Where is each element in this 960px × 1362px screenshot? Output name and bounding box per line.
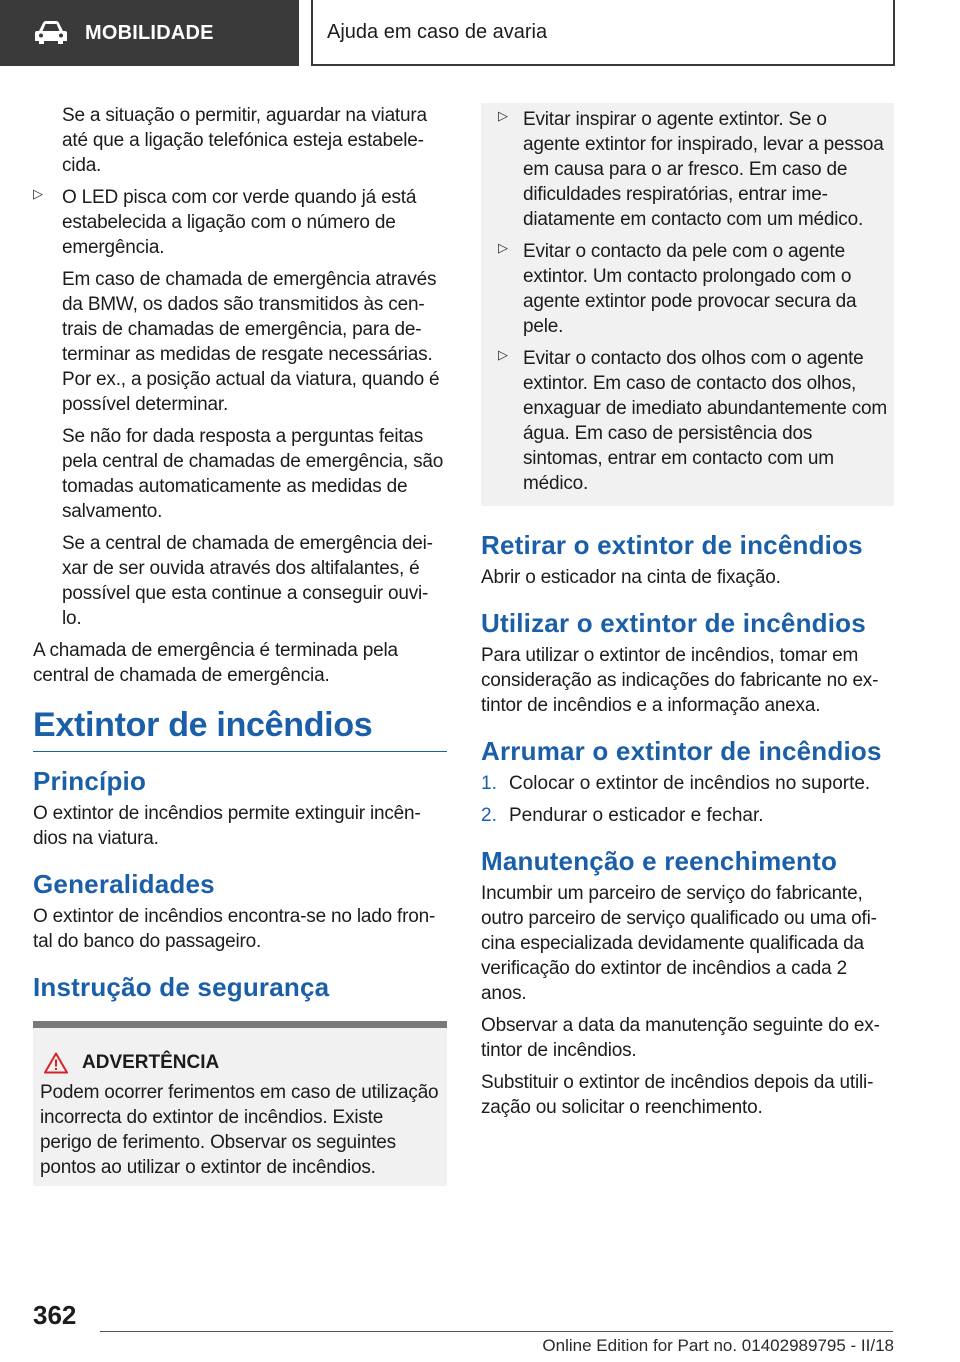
step-number: 1. xyxy=(481,773,497,794)
heading-utilizar: Utilizar o extintor de incêndios xyxy=(481,608,866,638)
bullet-item xyxy=(481,346,888,496)
heading-arrumar: Arrumar o extintor de incêndios xyxy=(481,736,882,766)
paragraph: Se a central de chamada de emergência deixar de ser ouvida através dos altifalantes, é possível que esta continue a conseguir ouvi-lo. xyxy=(62,533,433,629)
bullet-text: Evitar o contacto da pele com o agente extintor. Um contacto prolongado com o agente extintor pode provocar secura da pele. xyxy=(523,241,857,337)
bullet-item xyxy=(481,107,888,232)
warning-continuation-box xyxy=(481,103,894,506)
step-text: Colocar o extintor de incêndios no suporte. xyxy=(509,773,871,794)
paragraph: Incumbir um parceiro de serviço do fabricante, outro parceiro de serviço qualificado ou uma oficina especializada devidamente qualificada da verificação do extintor de incêndios a cada 2 anos. xyxy=(481,883,877,1004)
heading-retirar: Retirar o extintor de incêndios xyxy=(481,530,863,560)
bullet-triangle-icon: ▷ xyxy=(33,186,43,201)
warning-triangle-icon xyxy=(44,1052,68,1074)
paragraph: O extintor de incêndios encontra-se no lado frontal do banco do passageiro. xyxy=(33,906,436,952)
footer-divider xyxy=(100,1331,893,1332)
car-icon xyxy=(34,20,68,46)
header-chapter-box xyxy=(311,0,895,66)
paragraph: Se não for dada resposta a perguntas feitas pela central de chamadas de emergência, são tomadas automaticamente as medidas de salvamento. xyxy=(62,426,444,522)
header-section-tab xyxy=(0,0,299,66)
step-number: 2. xyxy=(481,805,497,826)
edition-text: Online Edition for Part no. 01402989795 - II/18 xyxy=(542,1336,894,1355)
bullet-triangle-icon: ▷ xyxy=(498,108,508,123)
section-title: MOBILIDADE xyxy=(85,21,214,44)
paragraph: Se a situação o permitir, aguardar na viatura até que a ligação telefónica esteja estabelecida. xyxy=(62,105,427,176)
chapter-title: Ajuda em caso de avaria xyxy=(327,20,548,43)
bullet-triangle-icon: ▷ xyxy=(498,240,508,255)
paragraph: Para utilizar o extintor de incêndios, tomar em consideração as indicações do fabricante no extintor de incêndios e a informação anexa. xyxy=(481,645,879,716)
heading-generalidades: Generalidades xyxy=(33,869,215,899)
paragraph: A chamada de emergência é terminada pela central de chamada de emergência. xyxy=(33,640,398,686)
right-column xyxy=(481,103,894,1127)
bullet-text: Evitar o contacto dos olhos com o agente extintor. Em caso de contacto dos olhos, enxaguar de imediato abundantemente com água. Em caso de persistência dos sintomas, entrar em contacto com um médico. xyxy=(523,348,888,494)
paragraph: Observar a data da manutenção seguinte do extintor de incêndios. xyxy=(481,1015,880,1061)
bullet-item xyxy=(481,239,888,339)
heading-seguranca: Instrução de segurança xyxy=(33,972,330,1002)
bullet-triangle-icon: ▷ xyxy=(498,347,508,362)
paragraph: Substituir o extintor de incêndios depois da utilização ou solicitar o reenchimento. xyxy=(481,1072,874,1118)
warning-text: Podem ocorrer ferimentos em caso de utilização incorrecta do extintor de incêndios. Existe perigo de ferimento. Observar os seguintes pontos ao utilizar o extintor de incêndios. xyxy=(40,1082,439,1178)
bullet-item xyxy=(33,185,447,260)
chapter-heading: Extintor de incêndios xyxy=(33,706,447,752)
warning-box xyxy=(33,1021,447,1186)
step-text: Pendurar o esticador e fechar. xyxy=(509,805,764,826)
list-item xyxy=(481,771,894,796)
paragraph: Abrir o esticador na cinta de fixação. xyxy=(481,567,781,588)
warning-title xyxy=(44,1052,439,1074)
bullet-text: Evitar inspirar o agente extintor. Se o agente extintor for inspirado, levar a pessoa em causa para o ar fresco. Em caso de dificuldades respiratórias, entrar imediatamente em contacto com um médico. xyxy=(523,109,884,230)
paragraph: O extintor de incêndios permite extinguir incêndios na viatura. xyxy=(33,803,421,849)
steps-list xyxy=(481,771,894,828)
heading-manutencao: Manutenção e reenchimento xyxy=(481,846,838,876)
page-number: 362 xyxy=(33,1300,77,1330)
list-item xyxy=(481,803,894,828)
bullet-text: O LED pisca com cor verde quando já está estabelecida a ligação com o número de emergência. xyxy=(62,187,417,258)
warning-label: ADVERTÊNCIA xyxy=(82,1052,220,1073)
heading-principio: Princípio xyxy=(33,766,147,796)
paragraph: Em caso de chamada de emergência através da BMW, os dados são transmitidos às centrais de chamadas de emergência, para determinar as medidas de resgate necessárias. Por ex., a posição actual da viatura, quando é possível determinar. xyxy=(62,269,440,415)
left-column xyxy=(33,103,447,1186)
